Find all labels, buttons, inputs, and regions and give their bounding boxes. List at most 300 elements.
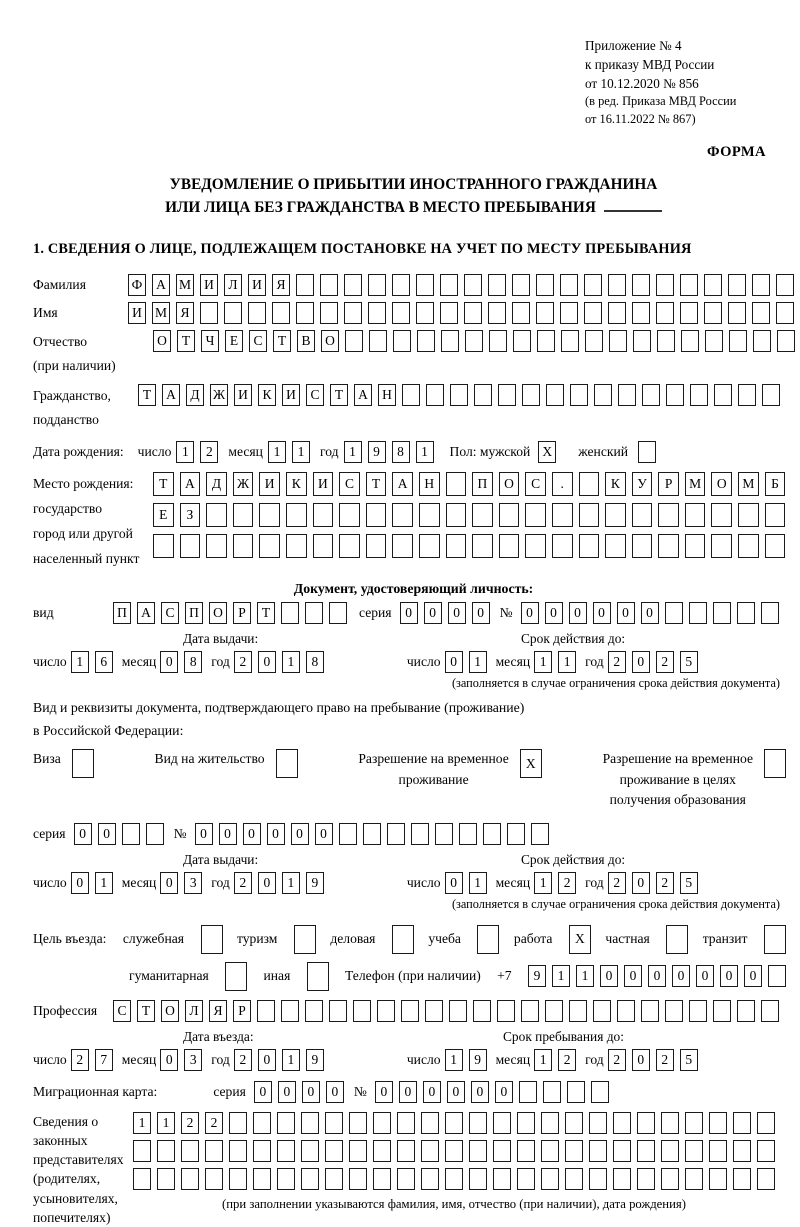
- char-cell[interactable]: 6: [95, 651, 113, 673]
- char-cell[interactable]: Т: [153, 472, 174, 496]
- char-cell[interactable]: [493, 1168, 511, 1190]
- char-cell[interactable]: С: [339, 472, 360, 496]
- char-cell[interactable]: [584, 302, 602, 324]
- char-cell[interactable]: [305, 602, 323, 624]
- char-cell[interactable]: 0: [278, 1081, 296, 1103]
- char-cell[interactable]: [369, 330, 387, 352]
- char-cell[interactable]: [609, 330, 627, 352]
- char-cell[interactable]: [733, 1112, 751, 1134]
- char-cell[interactable]: [440, 302, 458, 324]
- char-cell[interactable]: [277, 1168, 295, 1190]
- char-cell[interactable]: [445, 1112, 463, 1134]
- char-cell[interactable]: [711, 534, 732, 558]
- char-cell[interactable]: [605, 503, 626, 527]
- char-cell[interactable]: 1: [95, 872, 113, 894]
- char-cell[interactable]: [392, 302, 410, 324]
- char-cell[interactable]: 2: [181, 1112, 199, 1134]
- char-cell[interactable]: [765, 503, 786, 527]
- char-cell[interactable]: 1: [282, 1049, 300, 1071]
- char-cell[interactable]: [765, 534, 786, 558]
- char-cell[interactable]: [272, 302, 290, 324]
- char-cell[interactable]: [200, 302, 218, 324]
- char-cell[interactable]: [685, 1112, 703, 1134]
- char-cell[interactable]: [296, 302, 314, 324]
- char-cell[interactable]: Р: [658, 472, 679, 496]
- char-cell[interactable]: [738, 503, 759, 527]
- char-cell[interactable]: [363, 823, 381, 845]
- char-cell[interactable]: [709, 1112, 727, 1134]
- char-cell[interactable]: 0: [472, 602, 490, 624]
- char-cell[interactable]: [666, 384, 684, 406]
- char-cell[interactable]: [72, 749, 94, 778]
- char-cell[interactable]: [522, 384, 540, 406]
- char-cell[interactable]: [517, 1112, 535, 1134]
- char-cell[interactable]: [449, 1000, 467, 1022]
- char-cell[interactable]: [507, 823, 525, 845]
- char-cell[interactable]: [685, 1140, 703, 1162]
- char-cell[interactable]: [541, 1168, 559, 1190]
- char-cell[interactable]: 9: [528, 965, 546, 987]
- char-cell[interactable]: Я: [209, 1000, 227, 1022]
- char-cell[interactable]: 1: [558, 651, 576, 673]
- char-cell[interactable]: И: [248, 274, 266, 296]
- char-cell[interactable]: [637, 1112, 655, 1134]
- char-cell[interactable]: Е: [225, 330, 243, 352]
- char-cell[interactable]: [608, 302, 626, 324]
- char-cell[interactable]: [768, 965, 786, 987]
- char-cell[interactable]: [153, 534, 174, 558]
- char-cell[interactable]: 0: [423, 1081, 441, 1103]
- char-cell[interactable]: X: [538, 441, 556, 463]
- char-cell[interactable]: 1: [133, 1112, 151, 1134]
- char-cell[interactable]: [738, 534, 759, 558]
- char-cell[interactable]: [579, 534, 600, 558]
- char-cell[interactable]: 2: [656, 872, 674, 894]
- char-cell[interactable]: 0: [447, 1081, 465, 1103]
- char-cell[interactable]: 0: [445, 651, 463, 673]
- char-cell[interactable]: [591, 1081, 609, 1103]
- char-cell[interactable]: [565, 1112, 583, 1134]
- char-cell[interactable]: [642, 384, 660, 406]
- char-cell[interactable]: [206, 534, 227, 558]
- char-cell[interactable]: [560, 274, 578, 296]
- char-cell[interactable]: 5: [680, 1049, 698, 1071]
- char-cell[interactable]: [525, 534, 546, 558]
- char-cell[interactable]: С: [525, 472, 546, 496]
- char-cell[interactable]: Е: [153, 503, 174, 527]
- char-cell[interactable]: [257, 1000, 275, 1022]
- char-cell[interactable]: 2: [558, 1049, 576, 1071]
- char-cell[interactable]: 2: [656, 651, 674, 673]
- char-cell[interactable]: С: [113, 1000, 131, 1022]
- char-cell[interactable]: [181, 1168, 199, 1190]
- char-cell[interactable]: [416, 302, 434, 324]
- char-cell[interactable]: О: [209, 602, 227, 624]
- char-cell[interactable]: [181, 1140, 199, 1162]
- char-cell[interactable]: [259, 503, 280, 527]
- char-cell[interactable]: Ж: [233, 472, 254, 496]
- char-cell[interactable]: [465, 330, 483, 352]
- char-cell[interactable]: [776, 274, 794, 296]
- char-cell[interactable]: [570, 384, 588, 406]
- char-cell[interactable]: 7: [95, 1049, 113, 1071]
- char-cell[interactable]: [329, 1000, 347, 1022]
- char-cell[interactable]: М: [152, 302, 170, 324]
- char-cell[interactable]: 1: [534, 1049, 552, 1071]
- char-cell[interactable]: 0: [744, 965, 762, 987]
- char-cell[interactable]: [421, 1140, 439, 1162]
- char-cell[interactable]: 0: [258, 651, 276, 673]
- char-cell[interactable]: С: [306, 384, 324, 406]
- char-cell[interactable]: О: [321, 330, 339, 352]
- char-cell[interactable]: Т: [138, 384, 156, 406]
- char-cell[interactable]: [325, 1168, 343, 1190]
- char-cell[interactable]: [397, 1140, 415, 1162]
- char-cell[interactable]: М: [738, 472, 759, 496]
- char-cell[interactable]: [344, 302, 362, 324]
- char-cell[interactable]: Р: [233, 1000, 251, 1022]
- char-cell[interactable]: [205, 1168, 223, 1190]
- char-cell[interactable]: 9: [306, 872, 324, 894]
- char-cell[interactable]: [499, 534, 520, 558]
- char-cell[interactable]: [157, 1168, 175, 1190]
- char-cell[interactable]: О: [161, 1000, 179, 1022]
- char-cell[interactable]: [546, 384, 564, 406]
- char-cell[interactable]: [133, 1168, 151, 1190]
- char-cell[interactable]: И: [313, 472, 334, 496]
- char-cell[interactable]: [233, 534, 254, 558]
- char-cell[interactable]: 5: [680, 651, 698, 673]
- char-cell[interactable]: Т: [330, 384, 348, 406]
- char-cell[interactable]: 0: [632, 872, 650, 894]
- char-cell[interactable]: 2: [200, 441, 218, 463]
- char-cell[interactable]: Я: [272, 274, 290, 296]
- char-cell[interactable]: 1: [71, 651, 89, 673]
- char-cell[interactable]: 0: [521, 602, 539, 624]
- char-cell[interactable]: [416, 274, 434, 296]
- char-cell[interactable]: 0: [471, 1081, 489, 1103]
- char-cell[interactable]: [589, 1112, 607, 1134]
- char-cell[interactable]: [286, 534, 307, 558]
- char-cell[interactable]: [294, 925, 316, 954]
- char-cell[interactable]: [665, 602, 683, 624]
- char-cell[interactable]: П: [185, 602, 203, 624]
- char-cell[interactable]: И: [259, 472, 280, 496]
- char-cell[interactable]: 2: [608, 1049, 626, 1071]
- char-cell[interactable]: [689, 1000, 707, 1022]
- char-cell[interactable]: [349, 1112, 367, 1134]
- char-cell[interactable]: 0: [672, 965, 690, 987]
- char-cell[interactable]: 0: [243, 823, 261, 845]
- char-cell[interactable]: И: [282, 384, 300, 406]
- char-cell[interactable]: [411, 823, 429, 845]
- char-cell[interactable]: Я: [176, 302, 194, 324]
- char-cell[interactable]: 0: [445, 872, 463, 894]
- char-cell[interactable]: [584, 274, 602, 296]
- char-cell[interactable]: 2: [71, 1049, 89, 1071]
- char-cell[interactable]: П: [472, 472, 493, 496]
- char-cell[interactable]: [685, 1168, 703, 1190]
- char-cell[interactable]: М: [685, 472, 706, 496]
- char-cell[interactable]: [728, 274, 746, 296]
- char-cell[interactable]: М: [176, 274, 194, 296]
- char-cell[interactable]: [392, 925, 414, 954]
- char-cell[interactable]: [752, 274, 770, 296]
- char-cell[interactable]: [425, 1000, 443, 1022]
- char-cell[interactable]: О: [499, 472, 520, 496]
- char-cell[interactable]: 0: [160, 1049, 178, 1071]
- char-cell[interactable]: 2: [608, 872, 626, 894]
- char-cell[interactable]: [426, 384, 444, 406]
- char-cell[interactable]: [512, 274, 530, 296]
- char-cell[interactable]: [536, 274, 554, 296]
- char-cell[interactable]: А: [162, 384, 180, 406]
- char-cell[interactable]: [632, 534, 653, 558]
- char-cell[interactable]: [483, 823, 501, 845]
- char-cell[interactable]: 0: [632, 1049, 650, 1071]
- char-cell[interactable]: К: [605, 472, 626, 496]
- char-cell[interactable]: 0: [98, 823, 116, 845]
- char-cell[interactable]: [373, 1140, 391, 1162]
- char-cell[interactable]: 2: [205, 1112, 223, 1134]
- char-cell[interactable]: [206, 503, 227, 527]
- char-cell[interactable]: А: [137, 602, 155, 624]
- char-cell[interactable]: [229, 1168, 247, 1190]
- char-cell[interactable]: [593, 1000, 611, 1022]
- char-cell[interactable]: [541, 1112, 559, 1134]
- char-cell[interactable]: [366, 534, 387, 558]
- char-cell[interactable]: [728, 302, 746, 324]
- char-cell[interactable]: [632, 274, 650, 296]
- char-cell[interactable]: [738, 384, 756, 406]
- char-cell[interactable]: [277, 1112, 295, 1134]
- char-cell[interactable]: [157, 1140, 175, 1162]
- char-cell[interactable]: Т: [366, 472, 387, 496]
- char-cell[interactable]: Н: [419, 472, 440, 496]
- char-cell[interactable]: Р: [233, 602, 251, 624]
- char-cell[interactable]: В: [297, 330, 315, 352]
- char-cell[interactable]: [301, 1112, 319, 1134]
- char-cell[interactable]: [657, 330, 675, 352]
- char-cell[interactable]: 0: [71, 872, 89, 894]
- char-cell[interactable]: [229, 1140, 247, 1162]
- char-cell[interactable]: 0: [160, 651, 178, 673]
- char-cell[interactable]: [733, 1140, 751, 1162]
- char-cell[interactable]: [339, 503, 360, 527]
- char-cell[interactable]: 0: [593, 602, 611, 624]
- char-cell[interactable]: П: [113, 602, 131, 624]
- char-cell[interactable]: [565, 1168, 583, 1190]
- char-cell[interactable]: [469, 1168, 487, 1190]
- char-cell[interactable]: [665, 1000, 683, 1022]
- char-cell[interactable]: А: [392, 472, 413, 496]
- char-cell[interactable]: [714, 384, 732, 406]
- char-cell[interactable]: [579, 472, 600, 496]
- char-cell[interactable]: 2: [234, 651, 252, 673]
- char-cell[interactable]: [561, 330, 579, 352]
- char-cell[interactable]: .: [552, 472, 573, 496]
- char-cell[interactable]: [618, 384, 636, 406]
- char-cell[interactable]: 1: [469, 651, 487, 673]
- char-cell[interactable]: [446, 472, 467, 496]
- char-cell[interactable]: Т: [273, 330, 291, 352]
- char-cell[interactable]: 0: [617, 602, 635, 624]
- char-cell[interactable]: [253, 1168, 271, 1190]
- char-cell[interactable]: [469, 1112, 487, 1134]
- char-cell[interactable]: [286, 503, 307, 527]
- char-cell[interactable]: О: [711, 472, 732, 496]
- char-cell[interactable]: 1: [416, 441, 434, 463]
- char-cell[interactable]: 8: [184, 651, 202, 673]
- char-cell[interactable]: [259, 534, 280, 558]
- char-cell[interactable]: [377, 1000, 395, 1022]
- char-cell[interactable]: Т: [177, 330, 195, 352]
- char-cell[interactable]: 1: [534, 872, 552, 894]
- char-cell[interactable]: [777, 330, 795, 352]
- char-cell[interactable]: [537, 330, 555, 352]
- char-cell[interactable]: И: [200, 274, 218, 296]
- char-cell[interactable]: [392, 503, 413, 527]
- char-cell[interactable]: 1: [282, 651, 300, 673]
- char-cell[interactable]: Т: [137, 1000, 155, 1022]
- char-cell[interactable]: [585, 330, 603, 352]
- char-cell[interactable]: [512, 302, 530, 324]
- char-cell[interactable]: [666, 925, 688, 954]
- char-cell[interactable]: [661, 1112, 679, 1134]
- char-cell[interactable]: [497, 1000, 515, 1022]
- char-cell[interactable]: 0: [720, 965, 738, 987]
- char-cell[interactable]: 0: [648, 965, 666, 987]
- char-cell[interactable]: [133, 1140, 151, 1162]
- char-cell[interactable]: [488, 274, 506, 296]
- char-cell[interactable]: [445, 1140, 463, 1162]
- char-cell[interactable]: [690, 384, 708, 406]
- char-cell[interactable]: [392, 274, 410, 296]
- char-cell[interactable]: Л: [185, 1000, 203, 1022]
- char-cell[interactable]: 1: [445, 1049, 463, 1071]
- char-cell[interactable]: [276, 749, 298, 778]
- char-cell[interactable]: [752, 302, 770, 324]
- char-cell[interactable]: [366, 503, 387, 527]
- char-cell[interactable]: [339, 534, 360, 558]
- char-cell[interactable]: [440, 274, 458, 296]
- char-cell[interactable]: Д: [206, 472, 227, 496]
- char-cell[interactable]: [387, 823, 405, 845]
- char-cell[interactable]: К: [286, 472, 307, 496]
- char-cell[interactable]: [658, 534, 679, 558]
- char-cell[interactable]: [753, 330, 771, 352]
- char-cell[interactable]: [397, 1168, 415, 1190]
- char-cell[interactable]: 0: [569, 602, 587, 624]
- char-cell[interactable]: [248, 302, 266, 324]
- char-cell[interactable]: Ч: [201, 330, 219, 352]
- char-cell[interactable]: [488, 302, 506, 324]
- char-cell[interactable]: 9: [469, 1049, 487, 1071]
- char-cell[interactable]: 0: [258, 872, 276, 894]
- char-cell[interactable]: [541, 1140, 559, 1162]
- char-cell[interactable]: [253, 1140, 271, 1162]
- char-cell[interactable]: А: [152, 274, 170, 296]
- char-cell[interactable]: [656, 274, 674, 296]
- char-cell[interactable]: 0: [326, 1081, 344, 1103]
- char-cell[interactable]: [536, 302, 554, 324]
- char-cell[interactable]: [685, 534, 706, 558]
- char-cell[interactable]: [421, 1168, 439, 1190]
- char-cell[interactable]: [469, 1140, 487, 1162]
- char-cell[interactable]: [594, 384, 612, 406]
- char-cell[interactable]: Л: [224, 274, 242, 296]
- char-cell[interactable]: [489, 330, 507, 352]
- char-cell[interactable]: [531, 823, 549, 845]
- char-cell[interactable]: [617, 1000, 635, 1022]
- char-cell[interactable]: 0: [258, 1049, 276, 1071]
- char-cell[interactable]: 0: [267, 823, 285, 845]
- char-cell[interactable]: [233, 503, 254, 527]
- char-cell[interactable]: 0: [600, 965, 618, 987]
- char-cell[interactable]: И: [234, 384, 252, 406]
- char-cell[interactable]: [459, 823, 477, 845]
- char-cell[interactable]: 0: [632, 651, 650, 673]
- char-cell[interactable]: [180, 534, 201, 558]
- char-cell[interactable]: [325, 1112, 343, 1134]
- char-cell[interactable]: 0: [375, 1081, 393, 1103]
- char-cell[interactable]: [320, 274, 338, 296]
- char-cell[interactable]: [764, 925, 786, 954]
- char-cell[interactable]: О: [153, 330, 171, 352]
- char-cell[interactable]: [661, 1140, 679, 1162]
- char-cell[interactable]: [464, 302, 482, 324]
- char-cell[interactable]: Б: [765, 472, 786, 496]
- char-cell[interactable]: [633, 330, 651, 352]
- char-cell[interactable]: 8: [306, 651, 324, 673]
- char-cell[interactable]: 0: [195, 823, 213, 845]
- char-cell[interactable]: 0: [624, 965, 642, 987]
- char-cell[interactable]: 1: [552, 965, 570, 987]
- char-cell[interactable]: [201, 925, 223, 954]
- char-cell[interactable]: [477, 925, 499, 954]
- char-cell[interactable]: 1: [344, 441, 362, 463]
- char-cell[interactable]: [733, 1168, 751, 1190]
- char-cell[interactable]: [656, 302, 674, 324]
- char-cell[interactable]: [281, 602, 299, 624]
- char-cell[interactable]: [421, 1112, 439, 1134]
- char-cell[interactable]: [450, 384, 468, 406]
- char-cell[interactable]: [253, 1112, 271, 1134]
- char-cell[interactable]: [757, 1112, 775, 1134]
- char-cell[interactable]: Ф: [128, 274, 146, 296]
- char-cell[interactable]: [277, 1140, 295, 1162]
- char-cell[interactable]: [709, 1140, 727, 1162]
- char-cell[interactable]: [517, 1140, 535, 1162]
- char-cell[interactable]: [320, 302, 338, 324]
- char-cell[interactable]: [513, 330, 531, 352]
- char-cell[interactable]: [417, 330, 435, 352]
- char-cell[interactable]: [368, 274, 386, 296]
- char-cell[interactable]: [498, 384, 516, 406]
- char-cell[interactable]: 0: [399, 1081, 417, 1103]
- char-cell[interactable]: [757, 1140, 775, 1162]
- char-cell[interactable]: [402, 384, 420, 406]
- char-cell[interactable]: З: [180, 503, 201, 527]
- char-cell[interactable]: [713, 1000, 731, 1022]
- char-cell[interactable]: Ж: [210, 384, 228, 406]
- char-cell[interactable]: 0: [495, 1081, 513, 1103]
- char-cell[interactable]: 1: [576, 965, 594, 987]
- char-cell[interactable]: [122, 823, 140, 845]
- char-cell[interactable]: [761, 1000, 779, 1022]
- char-cell[interactable]: [560, 302, 578, 324]
- char-cell[interactable]: [296, 274, 314, 296]
